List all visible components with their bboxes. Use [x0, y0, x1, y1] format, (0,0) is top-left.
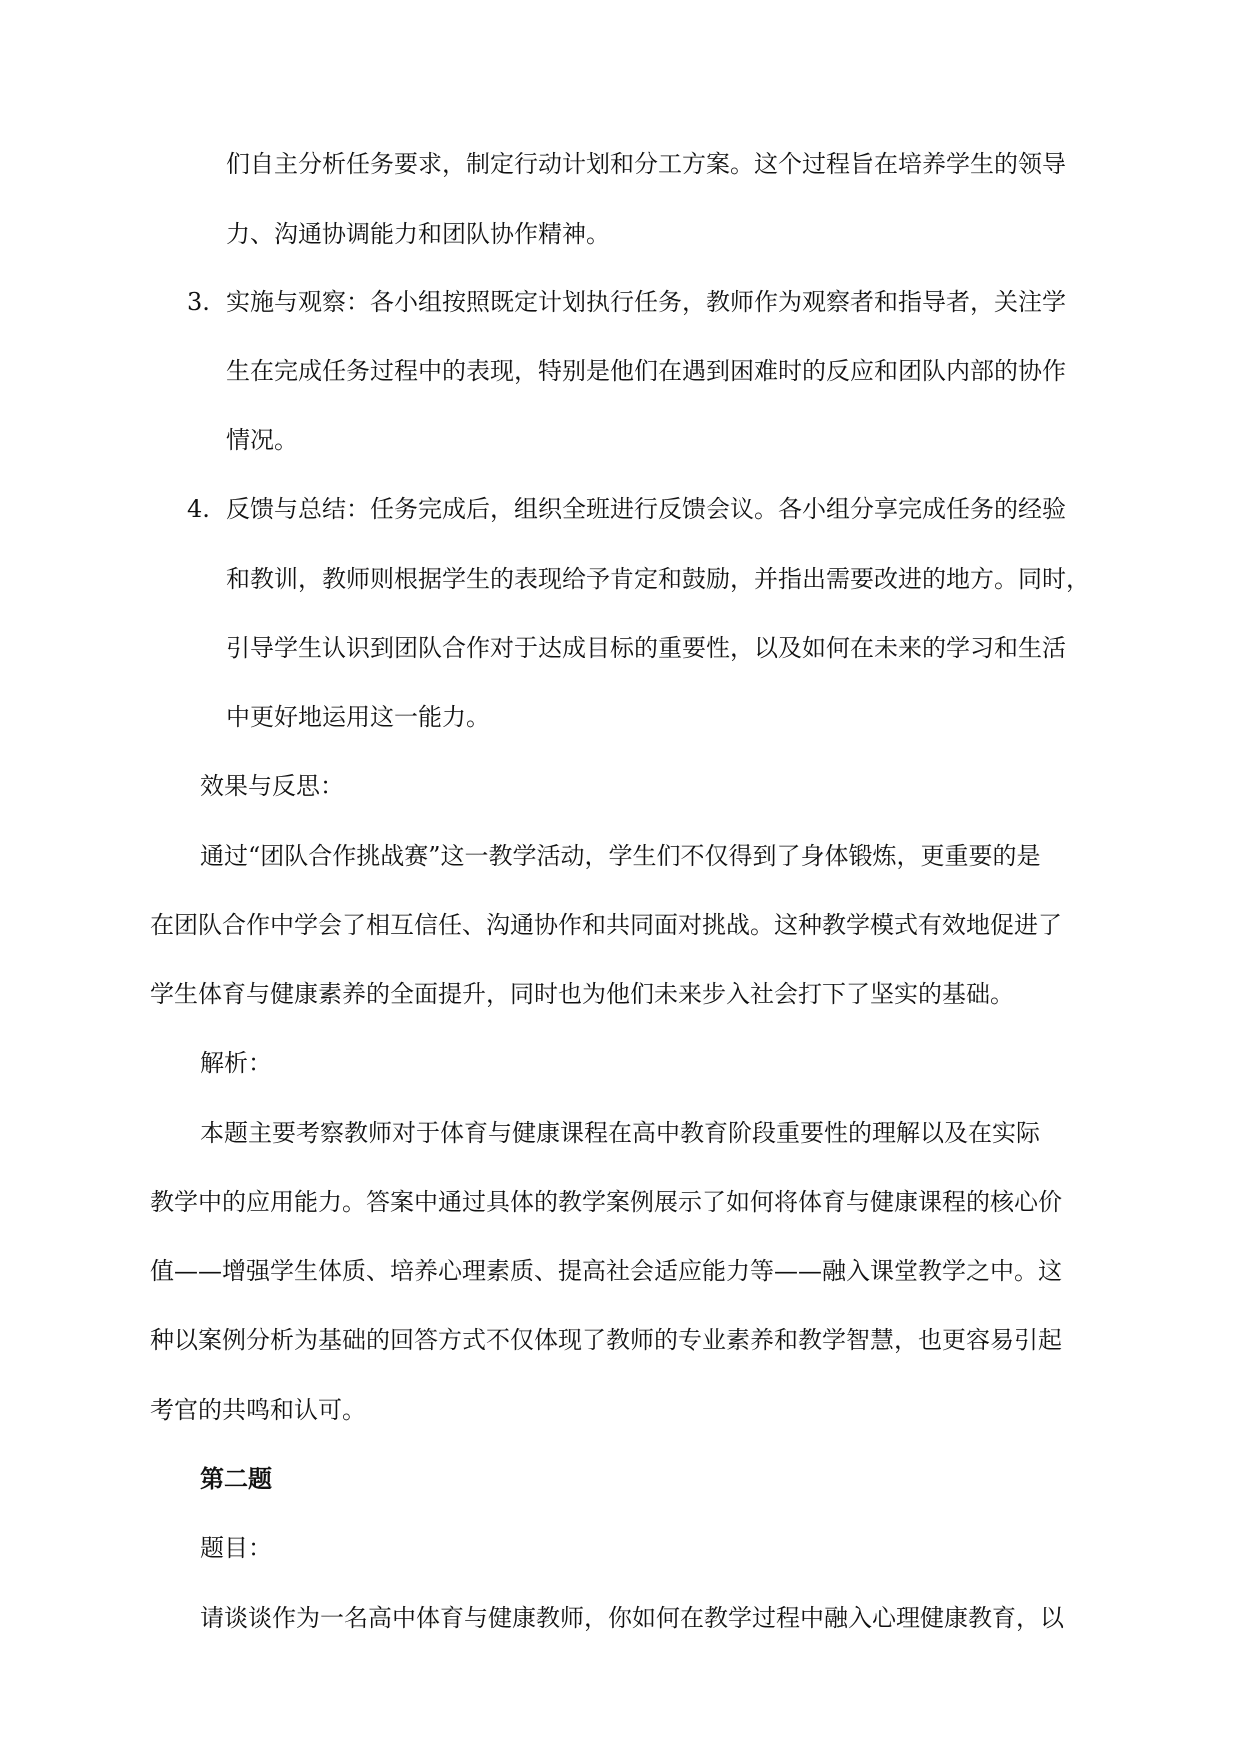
analysis-paragraph-line: 考官的共鸣和认可。 — [150, 1396, 366, 1424]
analysis-heading: 解析： — [200, 1049, 272, 1077]
effect-heading: 效果与反思： — [200, 772, 344, 800]
list-item-line: 引导学生认识到团队合作对于达成目标的重要性，以及如何在未来的学习和生活 — [226, 634, 1066, 662]
analysis-paragraph-line: 种以案例分析为基础的回答方式不仅体现了教师的专业素养和教学智慧，也更容易引起 — [150, 1326, 1062, 1354]
analysis-paragraph-line: 本题主要考察教师对于体育与健康课程在高中教育阶段重要性的理解以及在实际 — [200, 1119, 1040, 1147]
list-item-line: 实施与观察：各小组按照既定计划执行任务，教师作为观察者和指导者，关注学 — [226, 288, 1066, 316]
effect-paragraph-line: 在团队合作中学会了相互信任、沟通协作和共同面对挑战。这种教学模式有效地促进了 — [150, 911, 1062, 939]
list-item-line: 中更好地运用这一能力。 — [226, 703, 490, 731]
list-item-number: 4. — [187, 495, 210, 523]
list-item-number: 3. — [187, 288, 210, 316]
list-continuation-line: 力、沟通协调能力和团队协作精神。 — [226, 220, 610, 248]
analysis-paragraph-line: 教学中的应用能力。答案中通过具体的教学案例展示了如何将体育与健康课程的核心价 — [150, 1188, 1062, 1216]
list-item-line: 情况。 — [226, 426, 298, 454]
list-item-line: 和教训，教师则根据学生的表现给予肯定和鼓励，并指出需要改进的地方。同时， — [226, 565, 1090, 593]
list-item-line: 反馈与总结：任务完成后，组织全班进行反馈会议。各小组分享完成任务的经验 — [226, 495, 1066, 523]
question-2-title: 第二题 — [200, 1464, 272, 1493]
list-continuation-line: 们自主分析任务要求，制定行动计划和分工方案。这个过程旨在培养学生的领导 — [226, 150, 1066, 178]
effect-paragraph-line: 通过“团队合作挑战赛”这一教学活动，学生们不仅得到了身体锻炼，更重要的是 — [200, 842, 1041, 870]
question-paragraph-line: 请谈谈作为一名高中体育与健康教师，你如何在教学过程中融入心理健康教育，以 — [200, 1604, 1064, 1632]
question-heading: 题目： — [200, 1534, 272, 1562]
analysis-paragraph-line: 值——增强学生体质、培养心理素质、提高社会适应能力等——融入课堂教学之中。这 — [150, 1257, 1062, 1285]
effect-paragraph-line: 学生体育与健康素养的全面提升，同时也为他们未来步入社会打下了坚实的基础。 — [150, 980, 1014, 1008]
list-item-line: 生在完成任务过程中的表现，特别是他们在遇到困难时的反应和团队内部的协作 — [226, 357, 1066, 385]
